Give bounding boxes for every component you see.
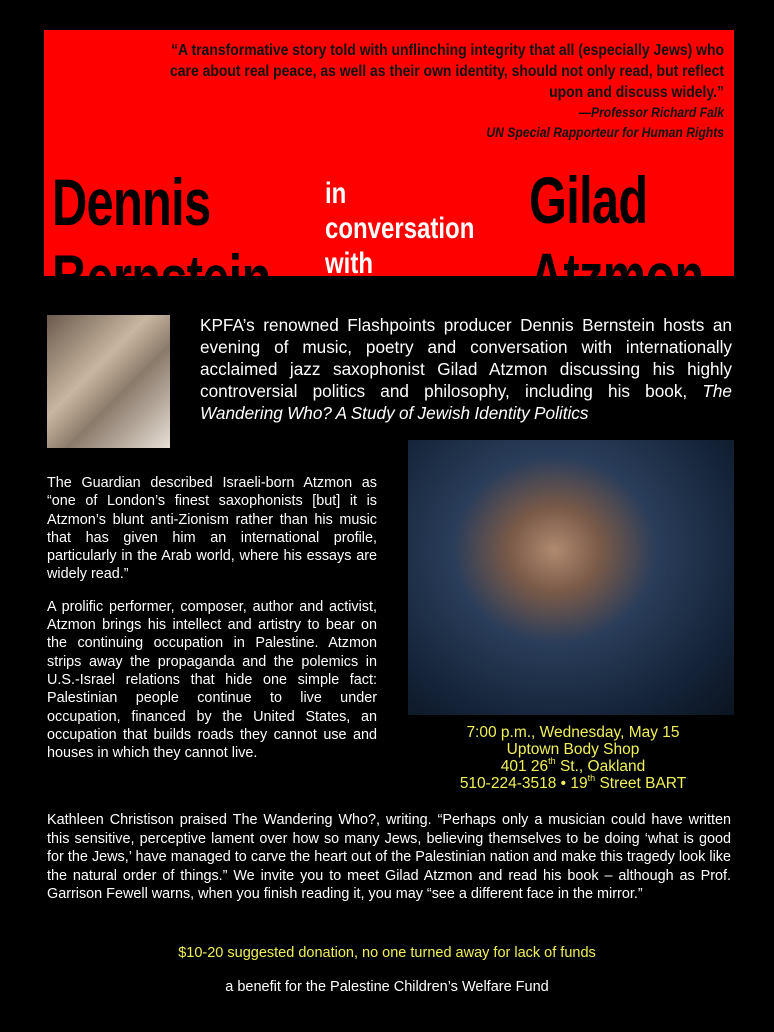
bart: Street BART (595, 775, 687, 792)
host-first-name: Dennis (52, 165, 211, 239)
event-details (408, 724, 738, 792)
donation-note: $10-20 suggested donation, no one turned away for lack of funds (178, 945, 596, 961)
review-paragraph: Kathleen Christison praised The Wandering Who?, writing. “Perhaps only a musician could have written this sensitive, perceptive lament over how so many Jews, believing themselves to be doing ‘what is good for the Jews,’ have managed to carve the heart out of the Palestinian nation and make this tragedy look like the natural order of things.” We invite you to meet Gilad Atzmon and read his book – although as Prof. Garrison Fewell warns, when you finish reading it, you may “see a different face in the mirror.” (47, 812, 731, 902)
intro-text: KPFA’s renowned Flashpoints producer Dennis Bernstein hosts an evening of music, poetry and conversation with internationally acclaimed jazz saxophonist Gilad Atzmon discussing his highly controversial politics and philosophy, including his book, (200, 315, 732, 401)
quote-attribution: —Professor Richard Falk (578, 105, 724, 120)
guest-name (529, 162, 704, 314)
guest-first-name: Gilad (529, 163, 648, 237)
guardian-paragraph: The Guardian described Israeli-born Atzmon as “one of London’s finest saxophonists [but] it is Atzmon’s blunt anti-Zionism rather than his music that has given him an international profile, particularly in the Arab world, where his essays are widely read.” (47, 475, 377, 583)
left-column (47, 474, 377, 776)
address-sup: th (548, 756, 556, 766)
address-part: St., Oakland (555, 758, 646, 775)
intro-paragraph (200, 314, 732, 424)
gilad-atzmon-photo (408, 440, 734, 715)
quote-line: upon and discuss widely.” (549, 84, 724, 101)
host-name (52, 164, 271, 316)
event-time: 7:00 p.m., Wednesday, May 15 (466, 724, 680, 741)
address-part: 401 26 (500, 758, 549, 775)
connector-text (325, 176, 474, 281)
connector-word: in (325, 177, 347, 210)
bart-sup: th (587, 773, 596, 783)
connector-word: with (325, 247, 373, 280)
performer-paragraph: A prolific performer, composer, author and activist, Atzmon brings his intellect and artistry to bear on the continuing occupation in Palestine. Atzmon strips away the propaganda and the polemics in U.S.-Israel relations that hide one simple fact: Palestinian people continue to live under occupation, financed by the United States, an occupation that builds roads they cannot use and houses in which they cannot live. (47, 598, 377, 762)
quote-attribution-title: UN Special Rapporteur for Human Rights (486, 125, 724, 140)
quote-line: “A transformative story told with unflinching integrity that all (especially Jews) who (171, 42, 725, 59)
event-phone-bart (408, 775, 738, 792)
event-venue: Uptown Body Shop (506, 741, 640, 758)
quote-line: care about real peace, as well as their own identity, should not only read, but reflect (169, 63, 724, 80)
book-title: The Wandering Who? A Study of Jewish Identity Politics (200, 381, 732, 423)
guest-last-name: Atzmon (529, 239, 704, 313)
phone: 510-224-3518 • 19 (459, 775, 588, 792)
header-banner (44, 30, 734, 315)
event-address (408, 758, 738, 775)
connector-word: conversation (325, 212, 475, 245)
endorsement-quote (139, 40, 724, 143)
dennis-bernstein-photo (47, 315, 170, 448)
host-last-name: Bernstein (52, 241, 271, 315)
benefit-note: a benefit for the Palestine Children’s Welfare Fund (225, 979, 549, 995)
